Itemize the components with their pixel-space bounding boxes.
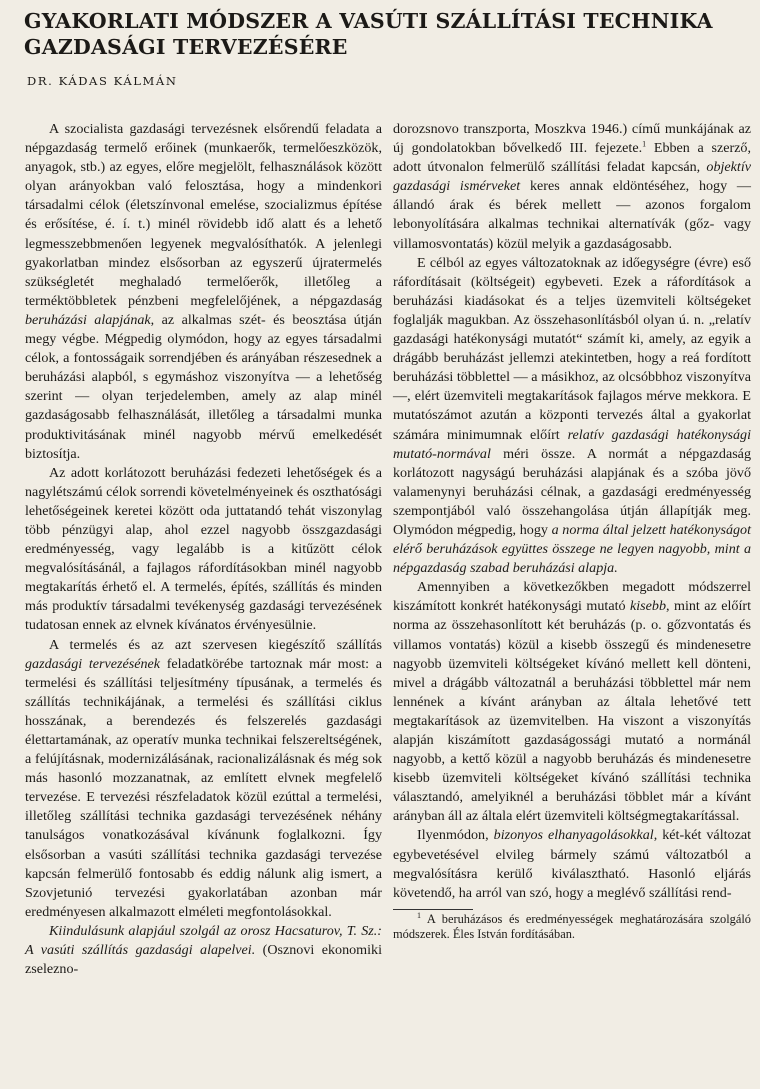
body-text: E célból az egyes változatoknak az időegységre (évre) eső ráfordításait (költségeit) egybeveti. Ezek a ráfordítások a beruházási kiadásokat és a teljes üzemviteli költségeket foglalják magukban. Az összehasonlításból olyan ú. n. „relatív gazdasági hatékonysági mutatót“ számít ki, amely, az egyik a drágább beruházást jellemzi atekintetben, hogy a reá fordított beruházási többlettel — a másikhoz, az olcsóbbhoz viszonyítva —, elért üzemviteli megtakarítások fajlagos mérve mekkora. E mutatószámot azután a központi tervezés által a gyakorlat számára minimumnak előírt: [393, 254, 751, 443]
left-paragraph: [25, 464, 382, 636]
right-paragraph: [393, 254, 751, 579]
body-text: (Osznovi ekonomiki zseleznо-: [25, 942, 383, 978]
footnote-text: A beruházásos és eredményességek meghatározására szolgáló módszerek. Éles István fordításában.: [393, 911, 751, 942]
body-text: , két-két változat egybevetésével elvileg bármely számú változatból a megvalósításra kerülő kiválasztható. Hasonló eljárás követendő, ha arról van szó, hogy a meglévő szállítási rend-: [393, 827, 751, 901]
emphasis-text: beruházási alapjának: [25, 311, 151, 328]
footnote-divider: [393, 909, 473, 910]
body-text: A termelés és az azt szervesen kiegészítő szállítás: [49, 636, 382, 653]
right-paragraph: [393, 826, 751, 902]
left-column: [25, 120, 382, 979]
right-column-body: [393, 120, 751, 903]
emphasis-text: gazdasági tervezésének: [25, 655, 161, 672]
article-author: DR. KÁDAS KÁLMÁN: [27, 74, 178, 88]
emphasis-text: Kiindulásunk alapjául szolgál az orosz Hacsaturov, T. Sz.: A vasúti szállítás gazdasági alapelvei.: [25, 922, 382, 959]
body-text: Amennyiben a következőkben megadott módszerrel kiszámított konkrét hatékonysági mutató: [393, 579, 751, 615]
left-paragraph: [25, 922, 382, 979]
article-title: GYAKORLATI MÓDSZER A VASÚTI SZÁLLÍTÁSI TECHNIKA GAZDASÁGI TERVEZÉSÉRE: [24, 9, 713, 59]
left-paragraph: [25, 120, 382, 464]
right-paragraph: [393, 578, 751, 826]
body-text: , az alkalmas szét- és beosztása útján megy végbe. Mégpedig olymódon, hogy az egyes társadalmi célok, a fontosságaik sorrendjében és arányában részesednek a beruházási alapból, s egymáshoz viszonyítva — a lehetőség szerint — olyan terjedelemben, amely az alap minél gazdaságosabb felhasználását, illetőleg a társadalmi munka produktivitásának minél nagyobb mérvű emelkedését biztosítja.: [25, 311, 382, 462]
body-text: méri össze. A normát a népgazdaság korlátozott nagyságú beruházási alapjának és a szóba jövő valamenynyi beruházási célnak, a gazdasági eredményesség szempontjából való összehangolása útján állapítják meg. Olymódon mégpedig, hogy: [393, 445, 751, 538]
emphasis-text: kisebb: [630, 598, 667, 615]
left-paragraph: [25, 636, 382, 922]
footnote-ref: 1: [642, 139, 647, 149]
right-column: [393, 120, 751, 943]
body-text: keres annak eldöntéséhez, hogy — állandó árak és bérek mellett — azonos forgalom lebonyolítására alkalmas technikai alternatívák (gőz- vagy villamosvontatás) közül melyik a gazdaságosabb.: [393, 178, 752, 252]
body-text: Ebben a szerző, adott útvonalon felmerülő szállítási feladat kapcsán,: [393, 140, 751, 176]
footnote: [393, 912, 751, 943]
emphasis-text: a norma által jelzett hatékonyságot elérő beruházások együttes összege ne legyen nagyobb, mint a népgazdaság szabad beruházási alapja.: [393, 521, 751, 577]
emphasis-text: relatív gazdasági hatékonysági mutató-normával: [393, 426, 752, 462]
body-text: A szocialista gazdasági tervezésnek elsőrendű feladata a népgazdaság termelő erőinek (munkaerők, termelőeszközök, anyagok, stb.) az egyes, előre megjelölt, felhasználások között olyan arányokban való felosztása, hogy a mindenkori társadalmi célok (életszínvonal emelése, szocializmus építése és erősítése, é. í. t.) minél rövidebb idő alatt és a lehető legmesszebbmenően legyenek megvalósíthatók. A jelenlegi gyakorlatban mindez elsősorban az egyszerű újratermelés szükségletét meghaladó termelőerők, illetőleg a terméktöbbletek pénzbeni megfelelőjének, a népgazdaság: [25, 121, 382, 309]
body-text: Az adott korlátozott beruházási fedezeti lehetőségek és a nagylétszámú célok sorrendi követelményeinek és oszthatósági lehetőségeinek keretei között oda juttatandó tehát viszonylag több pénzügyi alap, ahol ezzel nagyobb összgazdasági eredményesség, vagy legalább is a kitűzött célok megvalósításánál, a fajlagos ráfordításokban minél nagyobb megtakarítás érhető el. A termelés, építés, szállítás és minden más produktív társadalmi tevékenység gazdasági tervezésének tudatosan ennek az elvnek kívánatos érvényesülnie.: [25, 464, 382, 634]
body-text: dorozsnovo transzporta, Moszkva 1946.) című munkájának az új gondolatokban bővelkedő III. fejezete.: [393, 121, 751, 157]
emphasis-text: bizonyos elhanyagolásokkal: [493, 827, 654, 844]
body-text: feladatkörébe tartoznak már most: a termelési és szállítási teljesítmény típusának, a termelés és szállítás technikájának, a termelési és szállítási ciklus hosszának, a berendezés és felszerelés gazdasági élettartamának, az operatív munka technikai felszereltségének, a felújításnak, modernizálásának, racionalizálásnak és még sok más hasonló mozzanatnak, az említett elvnek megfelelő tervezése. E tervezési részfeladatok közül ezúttal a termelési, illetőleg szállítási technika gazdasági tervezésének néhány tanulságos vonatkozásával kívánunk foglalkozni. Így elsősorban a vasúti szállítási technika gazdasági tervezése kapcsán felmerülő fontosabb és eddig nálunk alig ismert, a Szovjetunió tervezési gyakorlatában azonban már eredményesen alkalmazott elméleti megfontolásokkal.: [25, 655, 382, 920]
footnote-marker: 1: [417, 910, 421, 920]
body-text: , mint az előírt norma az összehasonlított két beruházás (p. o. gőzvontatás és villamos vontatás) közül a kisebb összegű és mindenesetre nagyobb üzemviteli költségeket kívánó mellett kell dönteni, mivel a drágább változatnál a beruházási többlettel már nem lennének a kívánt arányban az általa lehetővé tett megtakarítások az üzemvitelben. Ha viszont a viszonyítás alapján kiszámított gazdaságossági mutató a normánál nagyobb, a kettő közül a nagyobb beruházás és mindenesetre kisebb üzemviteli költségeket kívánó szállítási technika választandó, amelyiknél a beruházási többlet már a kívánt arányban áll az általa elért üzemviteli költségmegtakarítással.: [393, 598, 751, 825]
body-text: Ilyenmódon,: [417, 827, 494, 844]
right-paragraph: [393, 120, 751, 254]
emphasis-text: objektív gazdasági ismérveket: [393, 159, 751, 195]
